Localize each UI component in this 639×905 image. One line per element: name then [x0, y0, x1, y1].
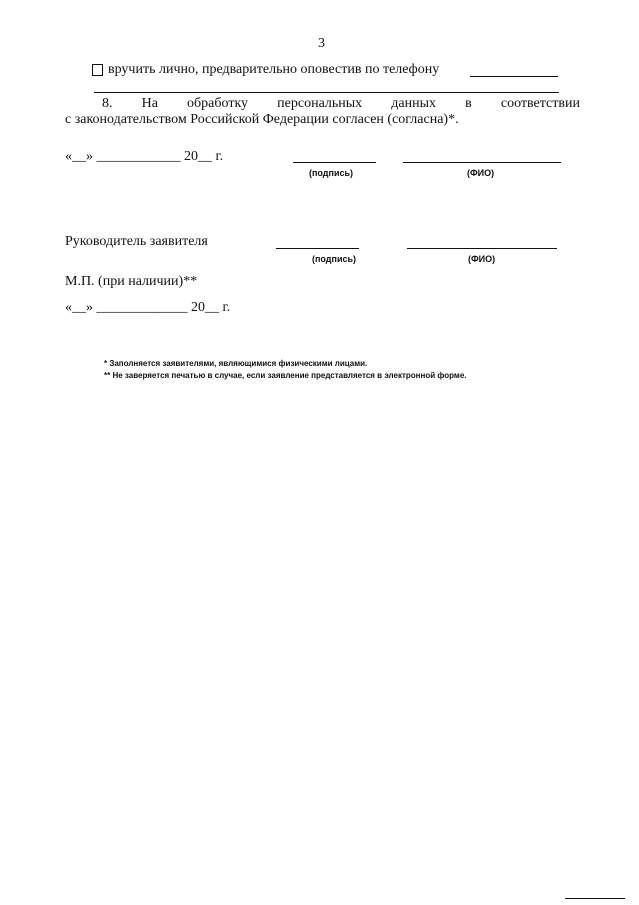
delivery-option-label: вручить лично, предварительно оповестив по телефону: [108, 62, 440, 77]
bottom-edge-mark: [565, 898, 625, 899]
applicant-date-field[interactable]: «__» ____________ 20__ г.: [65, 149, 224, 164]
consent-word: обработку: [187, 96, 249, 111]
delivery-checkbox[interactable]: [92, 64, 103, 76]
applicant-signature-caption: (подпись): [309, 168, 354, 178]
consent-word: персональных: [277, 96, 363, 111]
manager-signature-caption: (подпись): [312, 254, 357, 264]
manager-signature-line[interactable]: [276, 248, 359, 249]
consent-word: в: [465, 96, 472, 111]
consent-word: соответствии: [500, 96, 580, 111]
consent-item-number: 8.: [102, 96, 113, 111]
consent-word: данных: [391, 96, 437, 111]
footnote-2: ** Не заверяется печатью в случае, если заявление представляется в электронной форме.: [104, 371, 467, 380]
manager-fio-caption: (ФИО): [468, 254, 496, 264]
seal-label: М.П. (при наличии)**: [65, 274, 198, 289]
section-divider: [94, 92, 559, 93]
seal-date-field[interactable]: «__» _____________ 20__ г.: [65, 300, 231, 315]
manager-label: Руководитель заявителя: [65, 234, 208, 249]
phone-blank-line[interactable]: [470, 76, 558, 77]
applicant-signature-line[interactable]: [293, 162, 376, 163]
manager-fio-line[interactable]: [407, 248, 557, 249]
applicant-fio-caption: (ФИО): [467, 168, 495, 178]
consent-line-1: [102, 96, 580, 112]
page-number: 3: [318, 36, 325, 51]
consent-word: На: [141, 96, 158, 111]
footnote-1: * Заполняется заявителями, являющимися физическими лицами.: [104, 359, 368, 368]
consent-line-2: с законодательством Российской Федерации согласен (согласна)*.: [65, 112, 459, 127]
applicant-fio-line[interactable]: [403, 162, 561, 163]
